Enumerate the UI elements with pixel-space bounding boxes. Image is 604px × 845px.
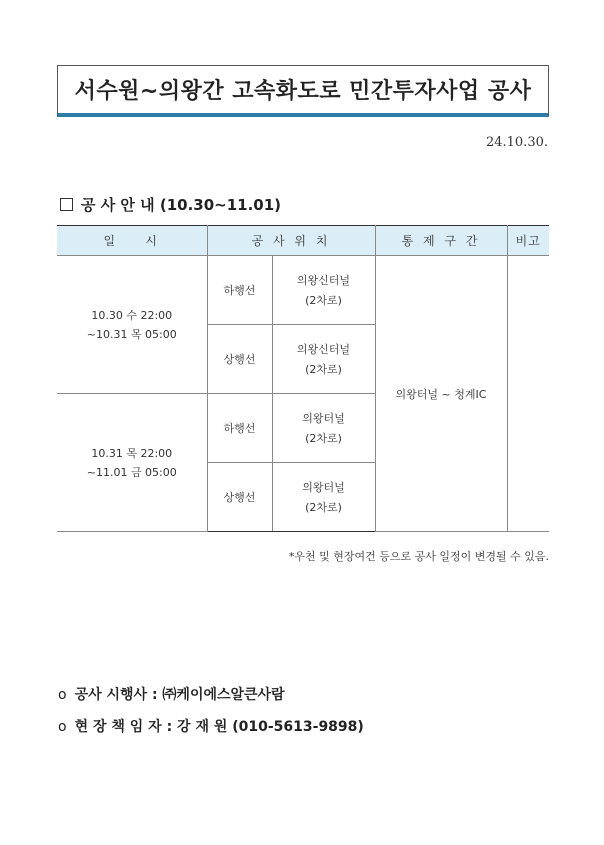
time-end: ~10.31 목 05:00 (86, 328, 177, 341)
checkbox-square-icon (60, 198, 73, 211)
section-heading-text: 공 사 안 내 (10.30~11.01) (81, 196, 282, 214)
location-name: 의왕신터널 (296, 274, 351, 287)
title-box (57, 65, 549, 117)
header-control-section: 통 제 구 간 (375, 226, 507, 256)
location-name: 의왕터널 (302, 481, 345, 494)
table-row (57, 256, 549, 325)
location-cell (272, 325, 375, 394)
location-name: 의왕터널 (302, 412, 345, 425)
schedule-note: *우천 및 현장여건 등으로 공사 일정이 변경될 수 있음. (288, 550, 549, 563)
remarks-cell (507, 256, 549, 532)
location-name: 의왕신터널 (296, 343, 351, 356)
location-lane: (2차로) (305, 294, 342, 307)
header-remarks: 비고 (507, 226, 549, 256)
section-heading (60, 194, 281, 215)
table-header-row (57, 226, 549, 256)
time-cell (57, 394, 207, 532)
direction-cell: 상행선 (207, 325, 272, 394)
contractor-line (58, 684, 285, 704)
time-cell (57, 256, 207, 394)
time-start: 10.31 목 22:00 (91, 447, 173, 460)
direction-cell: 하행선 (207, 256, 272, 325)
bullet-icon: o (58, 719, 67, 735)
location-lane: (2차로) (305, 432, 342, 445)
document-date: 24.10.30. (485, 135, 548, 150)
contractor-text: 공사 시행사 : ㈜케이에스알큰사람 (74, 687, 285, 703)
direction-cell: 상행선 (207, 463, 272, 532)
location-cell (272, 256, 375, 325)
control-section-cell: 의왕터널 ~ 청계IC (375, 256, 507, 532)
location-cell (272, 394, 375, 463)
time-end: ~11.01 금 05:00 (86, 466, 177, 479)
schedule-table (57, 225, 549, 532)
manager-text: 현 장 책 임 자 : 강 재 원 (010-5613-9898) (74, 719, 364, 735)
time-start: 10.30 수 22:00 (91, 309, 173, 322)
direction-cell: 하행선 (207, 394, 272, 463)
location-lane: (2차로) (305, 363, 342, 376)
location-lane: (2차로) (305, 501, 342, 514)
page-title: 서수원~의왕간 고속화도로 민간투자사업 공사 (74, 79, 532, 104)
bullet-icon: o (58, 687, 67, 703)
header-location: 공 사 위 치 (207, 226, 375, 256)
manager-line (58, 716, 364, 736)
header-datetime: 일 시 (57, 226, 207, 256)
location-cell (272, 463, 375, 532)
